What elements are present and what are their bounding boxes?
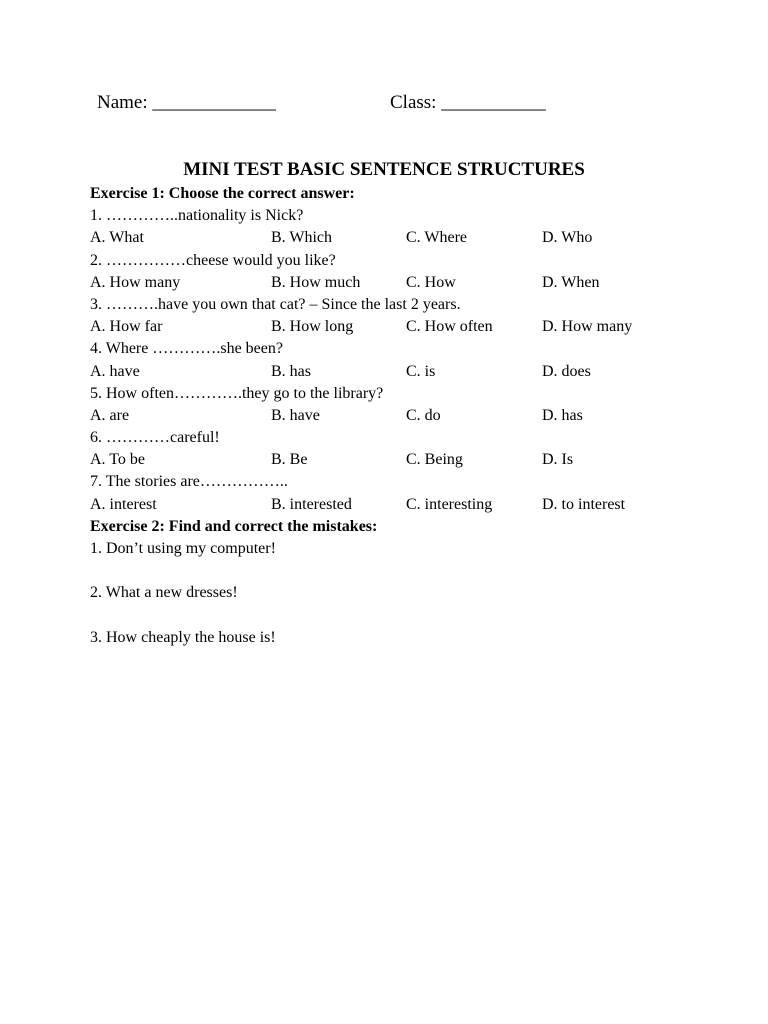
option-a: A. How far [90,318,163,336]
question-1: 1. …………..nationality is Nick? [90,207,304,225]
option-a: A. What [90,229,144,247]
mistake-item-2: 2. What a new dresses! [90,584,238,602]
option-c: C. is [406,362,436,380]
question-3-options [90,316,730,338]
mistake-item-3: 3. How cheaply the house is! [90,628,276,646]
option-c: C. How often [406,318,493,336]
option-b: B. How much [271,273,361,291]
question-2-options [90,272,730,294]
option-a: A. To be [90,451,146,469]
question-7: 7. The stories are…………….. [90,473,288,491]
question-5: 5. How often………….they go to the library? [90,384,384,402]
answer-space [90,560,730,582]
exercise-1-heading: Exercise 1: Choose the correct answer: [90,185,355,202]
page-title: MINI TEST BASIC SENTENCE STRUCTURES [183,159,585,180]
option-a: A. How many [90,273,181,291]
option-d: D. to interest [542,495,626,513]
question-7-options [90,494,730,516]
option-b: B. Which [271,229,333,247]
question-4: 4. Where ………….she been? [90,340,283,358]
option-d: D. Who [542,229,593,247]
question-1-options [90,227,730,249]
option-a: A. are [90,406,130,424]
option-b: B. has [271,362,311,380]
option-d: D. Is [542,451,574,469]
question-3: 3. ……….have you own that cat? – Since the last 2 years. [90,295,461,313]
class-field: Class: ___________ [390,92,546,113]
worksheet-body [90,183,730,649]
option-c: C. do [406,406,441,424]
option-a: A. interest [90,495,157,513]
option-c: C. How [406,273,456,291]
option-d: D. does [542,362,591,380]
option-c: C. interesting [406,495,493,513]
option-b: B. Be [271,451,308,469]
option-b: B. interested [271,495,352,513]
option-a: A. have [90,362,140,380]
question-2: 2. ……………cheese would you like? [90,251,336,269]
answer-space [90,605,730,627]
exercise-2-heading: Exercise 2: Find and correct the mistakes: [90,517,378,535]
question-6: 6. …………careful! [90,429,220,447]
option-d: D. When [542,273,600,291]
option-b: B. How long [271,318,354,336]
option-c: C. Being [406,451,463,469]
option-d: D. How many [542,318,633,336]
question-6-options [90,449,730,471]
name-field: Name: _____________ [97,92,276,113]
option-c: C. Where [406,229,468,247]
question-4-options [90,361,730,383]
mistake-item-1: 1. Don’t using my computer! [90,540,276,557]
option-d: D. has [542,406,583,424]
question-5-options [90,405,730,427]
option-b: B. have [271,406,320,424]
